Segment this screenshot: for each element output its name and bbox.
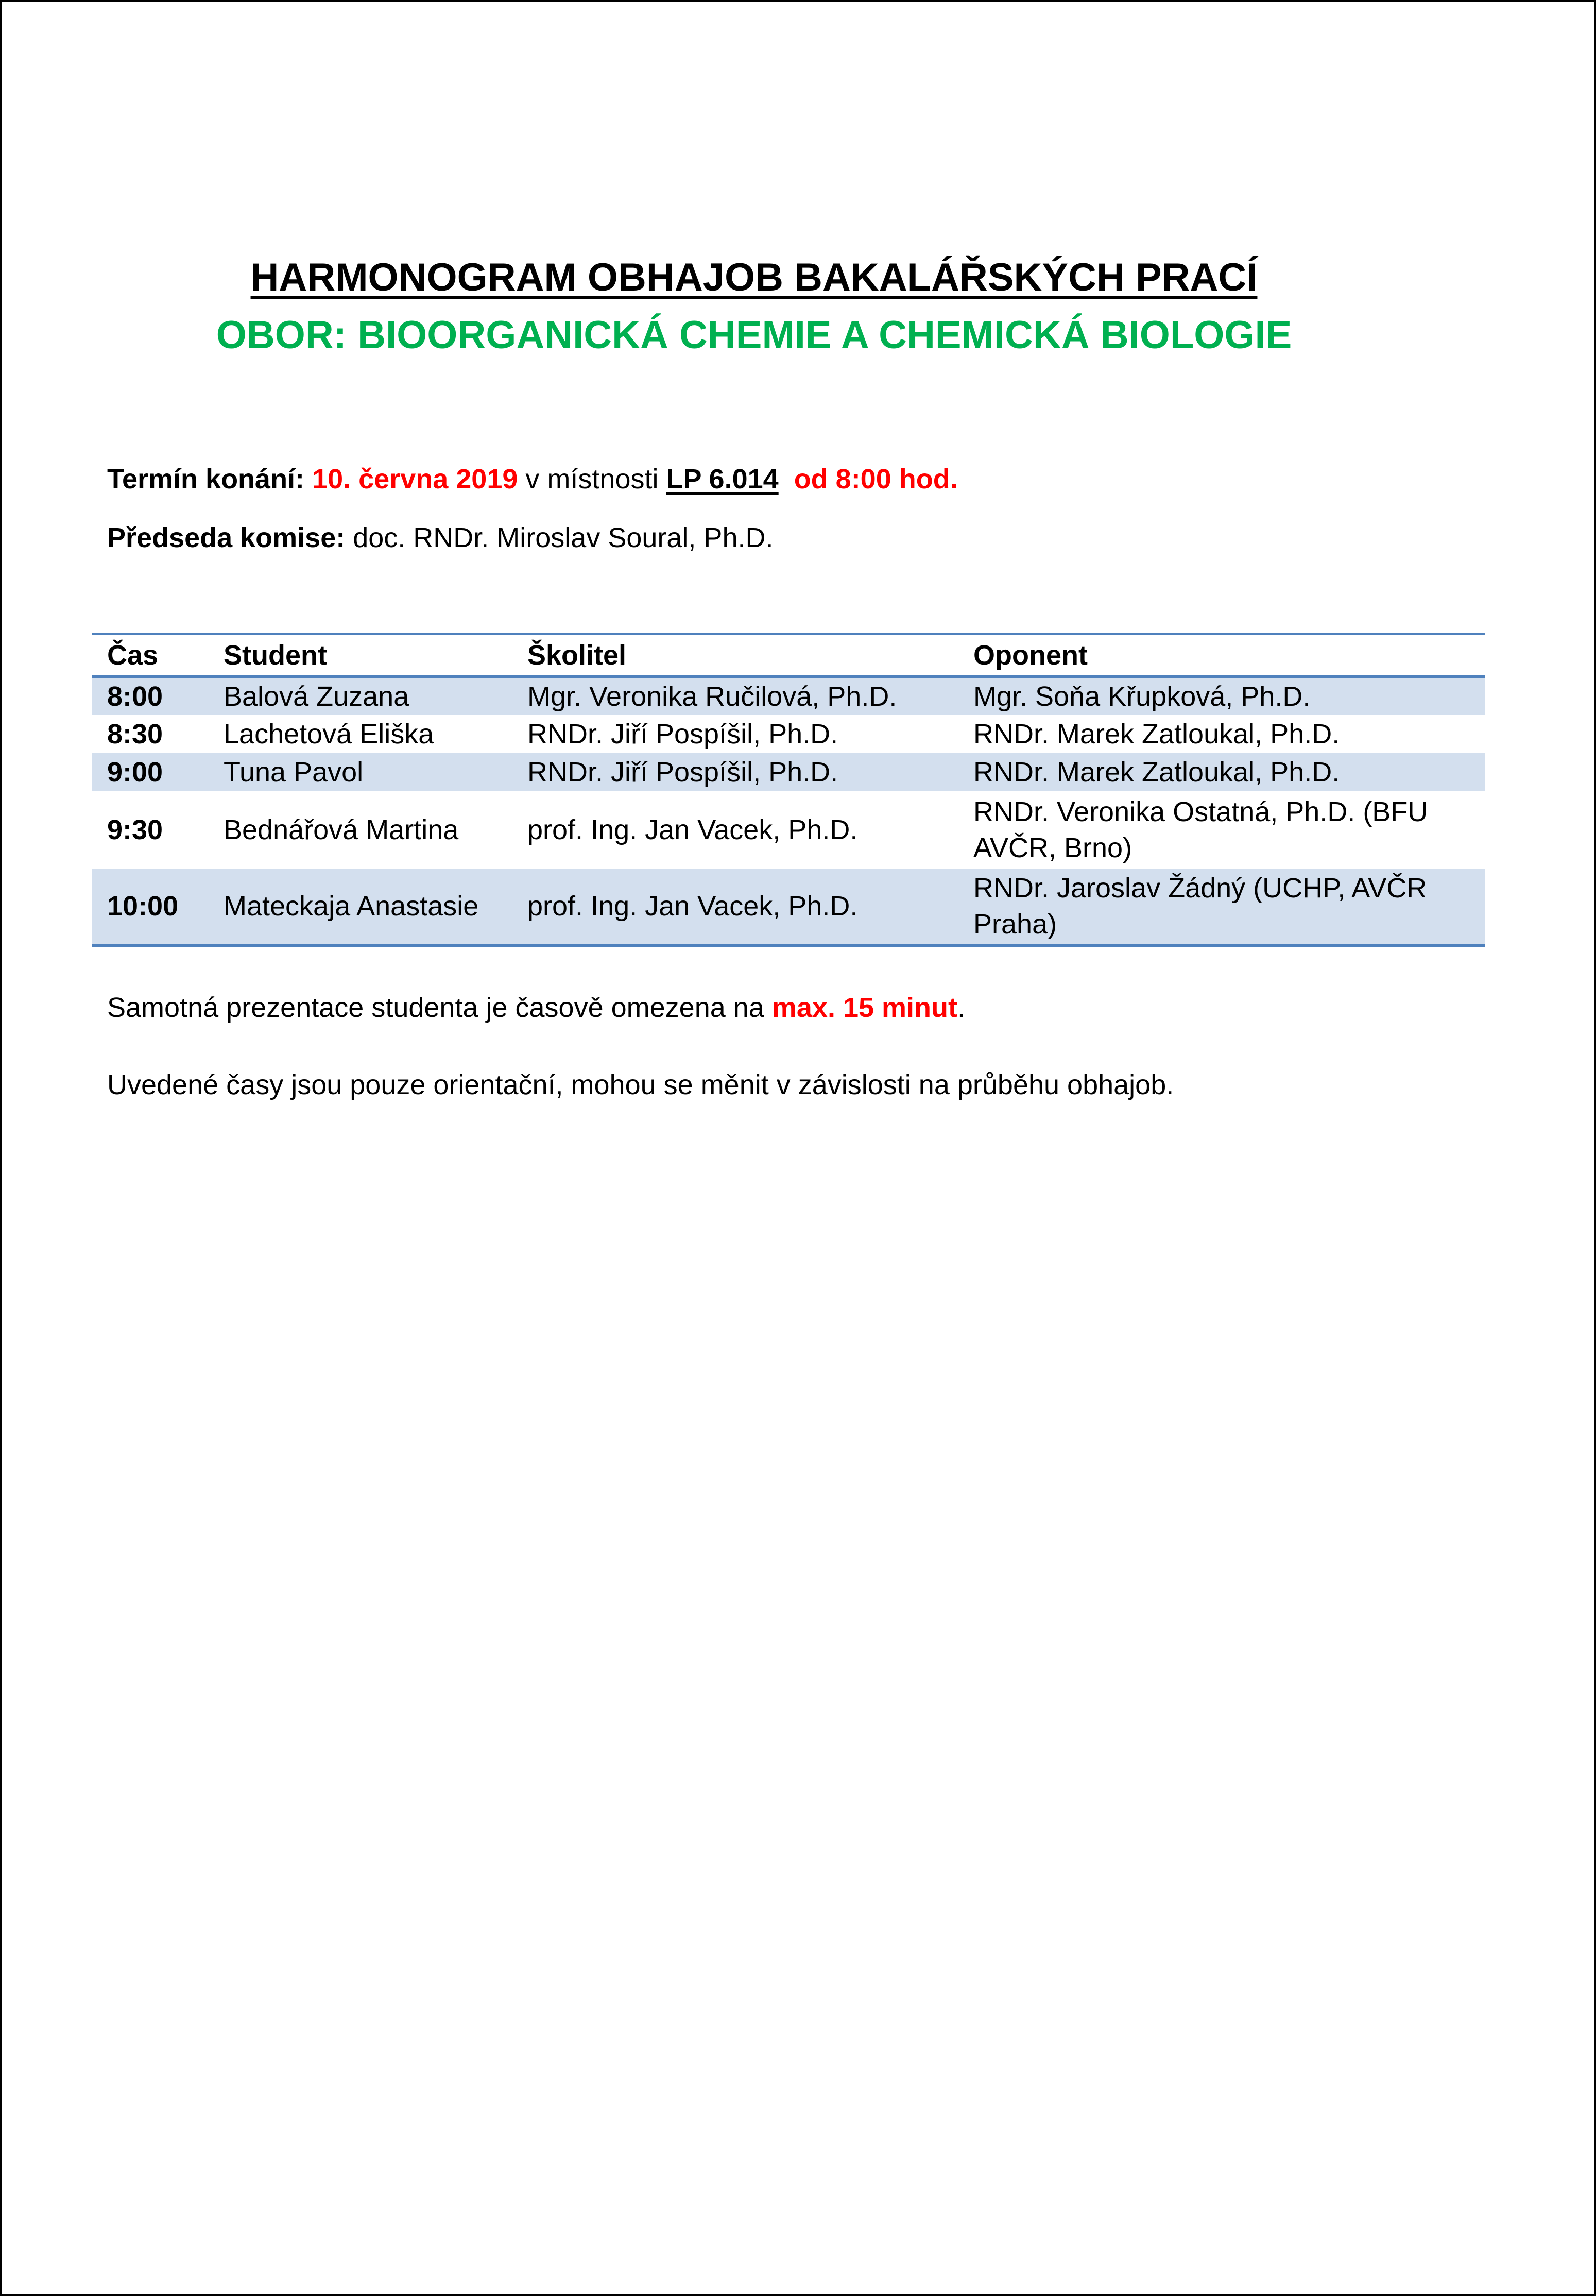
row-opponent: RNDr. Marek Zatloukal, Ph.D. (973, 718, 1340, 750)
row-student: Balová Zuzana (224, 681, 409, 712)
table-row (92, 753, 1485, 791)
opponent-line: RNDr. Jaroslav Žádný (UCHP, AVČR (973, 873, 1427, 904)
table-row (92, 677, 1485, 715)
header-supervisor: Školitel (527, 640, 627, 671)
row-opponent: Mgr. Soňa Křupková, Ph.D. (973, 681, 1311, 712)
opponent-line: Praha) (973, 909, 1057, 940)
row-student: Tuna Pavol (224, 756, 364, 788)
row-supervisor: prof. Ing. Jan Vacek, Ph.D. (527, 891, 858, 922)
chair-value: doc. RNDr. Miroslav Soural, Ph.D. (353, 522, 774, 553)
row-time: 9:30 (107, 814, 163, 845)
row-student: Mateckaja Anastasie (224, 891, 479, 922)
row-opponent (958, 791, 1485, 869)
row-time: 10:00 (107, 891, 179, 922)
document-subtitle: OBOR: BIOORGANICKÁ CHEMIE A CHEMICKÁ BIOLOGIE (216, 313, 1292, 357)
orientation-note: Uvedené časy jsou pouze orientační, mohou se měnit v závislosti na průběhu obhajob. (107, 1069, 1174, 1100)
header-opponent: Oponent (973, 640, 1088, 671)
header-student: Student (224, 640, 327, 671)
row-supervisor: RNDr. Jiří Pospíšil, Ph.D. (527, 718, 838, 750)
room-number: LP 6.014 (666, 464, 779, 495)
row-opponent: RNDr. Marek Zatloukal, Ph.D. (973, 756, 1340, 788)
chair-label: Předseda komise: (107, 522, 346, 553)
date-value: 10. června 2019 (312, 464, 518, 495)
start-time: od 8:00 hod. (794, 464, 958, 495)
date-label: Termín konání: (107, 464, 305, 495)
table-header-row (92, 634, 1485, 677)
row-supervisor: Mgr. Veronika Ručilová, Ph.D. (527, 681, 897, 712)
presentation-limit: max. 15 minut (771, 992, 957, 1023)
document-title: HARMONOGRAM OBHAJOB BAKALÁŘSKÝCH PRACÍ (250, 256, 1258, 299)
presentation-prefix: Samotná prezentace studenta je časově omezena na (107, 992, 764, 1023)
chair-line (107, 517, 773, 558)
row-student: Bednářová Martina (224, 814, 459, 845)
header-time: Čas (107, 640, 159, 671)
date-line (107, 458, 958, 500)
row-time: 8:30 (107, 718, 163, 750)
schedule-table (92, 633, 1485, 947)
opponent-line: AVČR, Brno) (973, 832, 1132, 863)
row-student: Lachetová Eliška (224, 718, 434, 750)
table-row (92, 869, 1485, 946)
row-supervisor: prof. Ing. Jan Vacek, Ph.D. (527, 814, 858, 845)
presentation-suffix: . (957, 992, 965, 1023)
row-time: 8:00 (107, 681, 163, 712)
table-row (92, 791, 1485, 869)
presentation-note (107, 987, 965, 1028)
row-time: 9:00 (107, 756, 163, 788)
table-row (92, 715, 1485, 753)
room-prefix: v místnosti (525, 464, 659, 495)
row-supervisor: RNDr. Jiří Pospíšil, Ph.D. (527, 756, 838, 788)
row-opponent (958, 869, 1485, 946)
opponent-line: RNDr. Veronika Ostatná, Ph.D. (BFU (973, 796, 1428, 827)
